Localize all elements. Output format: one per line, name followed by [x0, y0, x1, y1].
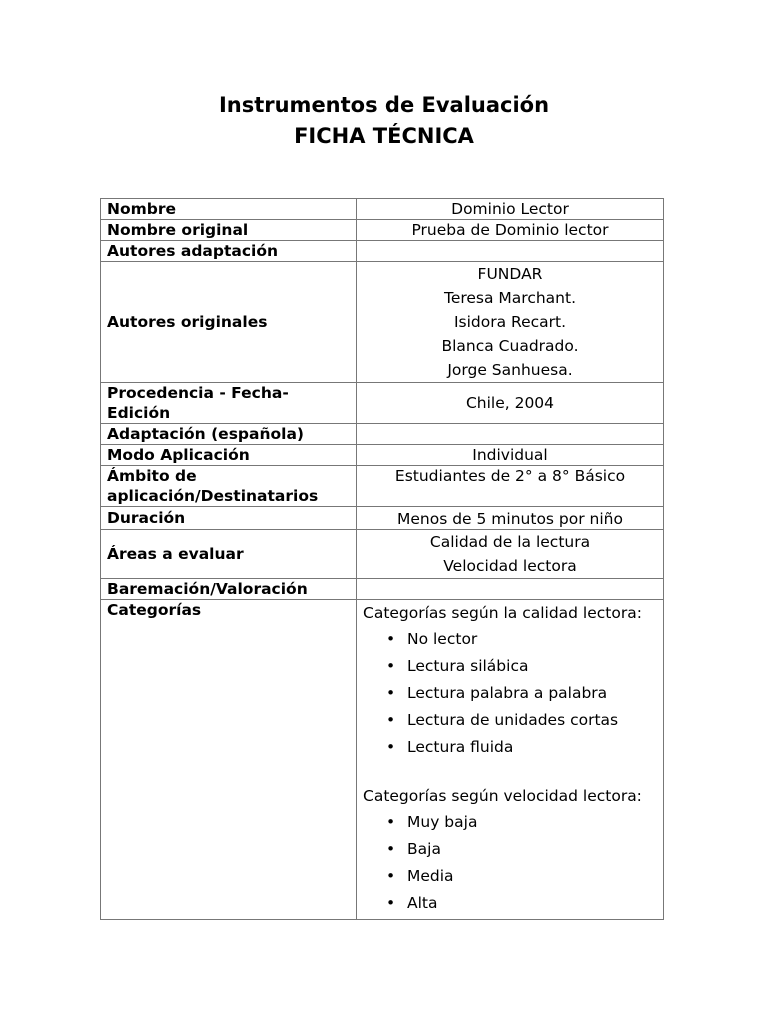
- document-title: Instrumentos de Evaluación: [218, 93, 550, 117]
- table-row: [101, 199, 664, 220]
- author-line: Teresa Marchant.: [443, 289, 576, 307]
- area-line: Velocidad lectora: [443, 557, 577, 575]
- velocidad-heading: Categorías según velocidad lectora:: [363, 787, 642, 805]
- author-line: Isidora Recart.: [453, 313, 567, 331]
- list-item: • Lectura palabra a palabra: [407, 680, 657, 707]
- row-label-line: Edición: [107, 404, 171, 422]
- table-row: [101, 220, 664, 241]
- author-line: FUNDAR: [477, 265, 543, 283]
- row-label: Áreas a evaluar: [101, 530, 357, 579]
- list-item: • Lectura de unidades cortas: [407, 707, 657, 734]
- table-row: [101, 262, 664, 383]
- table-row: [101, 600, 664, 920]
- document-subtitle: FICHA TÉCNICA: [294, 124, 474, 148]
- list-item: • Muy baja: [407, 809, 657, 836]
- row-value: Menos de 5 minutos por niño: [357, 507, 664, 530]
- row-label-line: aplicación/Destinatarios: [107, 487, 319, 505]
- table-row: [101, 530, 664, 579]
- row-label: Nombre original: [101, 220, 357, 241]
- row-label: Modo Aplicación: [101, 445, 357, 466]
- list-item: • Media: [407, 863, 657, 890]
- list-item: • Baja: [407, 836, 657, 863]
- table-row: [101, 383, 664, 424]
- row-value: Estudiantes de 2° a 8° Básico: [357, 466, 664, 507]
- row-label: Nombre: [101, 199, 357, 220]
- row-value: [357, 600, 664, 920]
- table-row: [101, 579, 664, 600]
- author-line: Blanca Cuadrado.: [441, 337, 579, 355]
- row-value: Chile, 2004: [357, 383, 664, 424]
- row-value: Individual: [357, 445, 664, 466]
- row-value: [357, 424, 664, 445]
- row-label: Autores originales: [101, 262, 357, 383]
- table-row: [101, 507, 664, 530]
- list-item: • Lectura fluida: [407, 734, 657, 761]
- row-label: [101, 383, 357, 424]
- ficha-tecnica-table: [100, 198, 664, 920]
- author-line: Jorge Sanhuesa.: [447, 361, 573, 379]
- velocidad-list: [363, 809, 657, 917]
- area-line: Calidad de la lectura: [429, 533, 591, 551]
- calidad-list: [363, 626, 657, 761]
- row-value: [357, 241, 664, 262]
- row-label: Adaptación (española): [101, 424, 357, 445]
- row-label: Autores adaptación: [101, 241, 357, 262]
- row-label: Duración: [101, 507, 357, 530]
- calidad-heading: Categorías según la calidad lectora:: [363, 604, 642, 622]
- table-row: [101, 445, 664, 466]
- row-value: [357, 579, 664, 600]
- list-item: • No lector: [407, 626, 657, 653]
- row-value: [357, 530, 664, 579]
- row-value: Dominio Lector: [357, 199, 664, 220]
- row-label-line: Ámbito de: [107, 467, 197, 485]
- row-value: [357, 262, 664, 383]
- row-label: [101, 466, 357, 507]
- list-item: • Alta: [407, 890, 657, 917]
- row-value: Prueba de Dominio lector: [357, 220, 664, 241]
- row-label: Categorías: [101, 600, 357, 920]
- row-label-line: Procedencia - Fecha-: [107, 384, 289, 402]
- list-item: • Lectura silábica: [407, 653, 657, 680]
- table-row: [101, 466, 664, 507]
- table-row: [101, 424, 664, 445]
- table-row: [101, 241, 664, 262]
- spacer: [363, 761, 657, 783]
- row-label: Baremación/Valoración: [101, 579, 357, 600]
